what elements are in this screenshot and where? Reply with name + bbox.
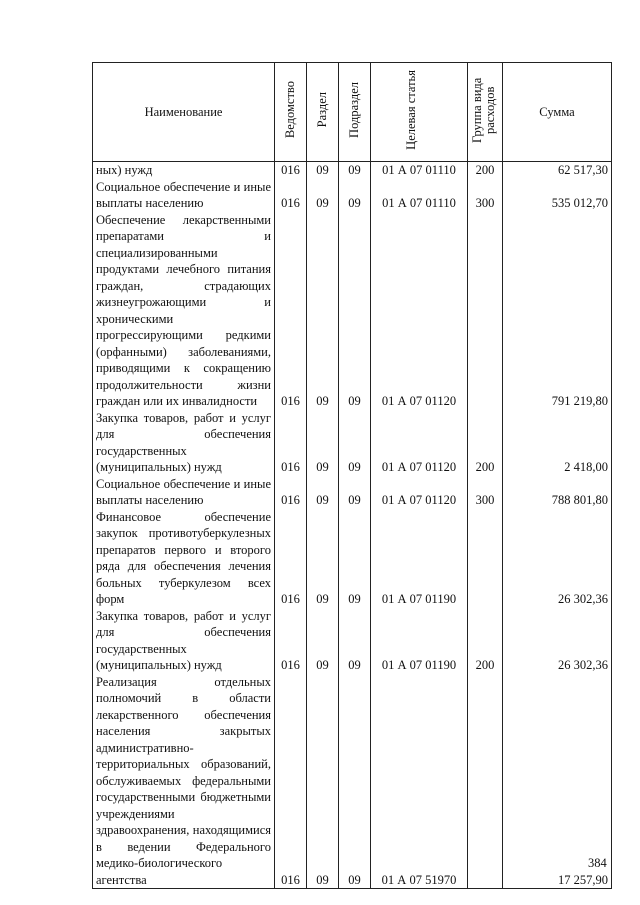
header-celevaya-statya: Целевая статья xyxy=(371,63,468,162)
row-vedomstvo: 016 xyxy=(275,608,307,674)
row-vedomstvo: 016 xyxy=(275,162,307,179)
row-celevaya-statya: 01 А 07 01190 xyxy=(371,608,468,674)
row-podrazdel: 09 xyxy=(339,212,371,410)
row-name: Обеспечение лекарственными препаратами и специализированными продуктами лечебного питания граждан, страдающих жизнеугрожающими и хроническими прогрессирующими редкими (орфанными) заболеваниями, приводящими к сокращению продолжительности жизни граждан или их инвалидности xyxy=(93,212,275,410)
row-podrazdel: 09 xyxy=(339,179,371,212)
row-celevaya-statya: 01 А 07 51970 xyxy=(371,674,468,889)
row-razdel: 09 xyxy=(307,476,339,509)
table-row xyxy=(93,509,612,608)
page-number: 384 xyxy=(588,856,607,870)
row-gruppa-vida-rashodov: 200 xyxy=(468,162,503,179)
row-name: Реализация отдельных полномочий в области лекарственного обеспечения населения закрытых административно-территориальных образований, обслуживаемых федеральными государственными бюджетными учреждениями здравоохранения, находящимися в ведении Федерального медико-биологического агентства xyxy=(93,674,275,889)
header-podrazdel: Подраздел xyxy=(339,63,371,162)
row-summa: 788 801,80 xyxy=(503,476,612,509)
row-razdel: 09 xyxy=(307,212,339,410)
row-name: Закупка товаров, работ и услуг для обеспечения государственных (муниципальных) нужд xyxy=(93,608,275,674)
row-summa: 26 302,36 xyxy=(503,509,612,608)
header-summa: Сумма xyxy=(503,63,612,162)
row-podrazdel: 09 xyxy=(339,162,371,179)
row-razdel: 09 xyxy=(307,608,339,674)
row-razdel: 09 xyxy=(307,509,339,608)
row-razdel: 09 xyxy=(307,674,339,889)
row-summa: 2 418,00 xyxy=(503,410,612,476)
header-vedomstvo: Ведомство xyxy=(275,63,307,162)
row-gruppa-vida-rashodov: 200 xyxy=(468,410,503,476)
row-name: Социальное обеспечение и иные выплаты населению xyxy=(93,179,275,212)
table-row xyxy=(93,674,612,889)
header-razdel: Раздел xyxy=(307,63,339,162)
row-podrazdel: 09 xyxy=(339,608,371,674)
row-celevaya-statya: 01 А 07 01120 xyxy=(371,410,468,476)
row-celevaya-statya: 01 А 07 01120 xyxy=(371,476,468,509)
row-celevaya-statya: 01 А 07 01120 xyxy=(371,212,468,410)
row-summa: 62 517,30 xyxy=(503,162,612,179)
row-podrazdel: 09 xyxy=(339,410,371,476)
row-vedomstvo: 016 xyxy=(275,476,307,509)
table-row xyxy=(93,476,612,509)
row-gruppa-vida-rashodov: 300 xyxy=(468,476,503,509)
table-row xyxy=(93,410,612,476)
row-vedomstvo: 016 xyxy=(275,410,307,476)
row-celevaya-statya: 01 А 07 01110 xyxy=(371,179,468,212)
row-gruppa-vida-rashodov xyxy=(468,509,503,608)
row-summa: 791 219,80 xyxy=(503,212,612,410)
row-vedomstvo: 016 xyxy=(275,674,307,889)
table-row xyxy=(93,162,612,179)
table-header-row xyxy=(93,63,612,162)
header-gruppa-vida-rashodov: Группа вида расходов xyxy=(468,63,503,162)
budget-table xyxy=(92,62,612,889)
row-gruppa-vida-rashodov xyxy=(468,674,503,889)
row-podrazdel: 09 xyxy=(339,674,371,889)
row-podrazdel: 09 xyxy=(339,509,371,608)
row-razdel: 09 xyxy=(307,179,339,212)
row-vedomstvo: 016 xyxy=(275,212,307,410)
row-summa: 17 257,90 xyxy=(503,674,612,889)
row-podrazdel: 09 xyxy=(339,476,371,509)
row-gruppa-vida-rashodov xyxy=(468,212,503,410)
table-row xyxy=(93,212,612,410)
row-celevaya-statya: 01 А 07 01190 xyxy=(371,509,468,608)
table-row xyxy=(93,179,612,212)
row-razdel: 09 xyxy=(307,410,339,476)
row-name: Социальное обеспечение и иные выплаты населению xyxy=(93,476,275,509)
row-name: Закупка товаров, работ и услуг для обеспечения государственных (муниципальных) нужд xyxy=(93,410,275,476)
row-vedomstvo: 016 xyxy=(275,509,307,608)
row-summa: 535 012,70 xyxy=(503,179,612,212)
row-gruppa-vida-rashodov: 200 xyxy=(468,608,503,674)
row-gruppa-vida-rashodov: 300 xyxy=(468,179,503,212)
row-name: ных) нужд xyxy=(93,162,275,179)
row-razdel: 09 xyxy=(307,162,339,179)
row-summa: 26 302,36 xyxy=(503,608,612,674)
table-row xyxy=(93,608,612,674)
header-name: Наименование xyxy=(93,63,275,162)
row-name: Финансовое обеспечение закупок противотуберкулезных препаратов первого и второго ряда для обеспечения лечения больных туберкулезом всех форм xyxy=(93,509,275,608)
row-celevaya-statya: 01 А 07 01110 xyxy=(371,162,468,179)
row-vedomstvo: 016 xyxy=(275,179,307,212)
